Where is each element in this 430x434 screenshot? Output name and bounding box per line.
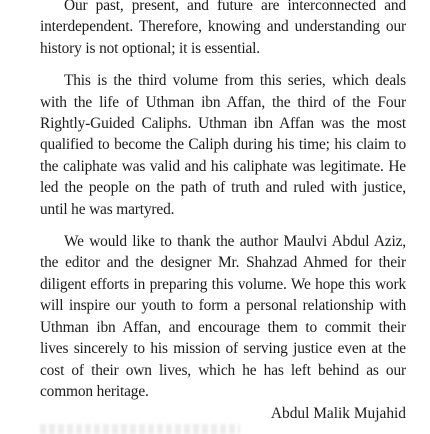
document-body bbox=[40, 0, 406, 402]
signature: Abdul Malik Mujahid bbox=[270, 405, 406, 422]
bleed-through-shadow bbox=[40, 424, 240, 434]
paragraph-third-volume: This is the third volume from this series, which deals with the life of Uthman ibn Affan, the third of the Four Rightly-Guided Caliphs. Uthman ibn Affan was the most qualified to become the Caliph during his time; his claim to the caliphate was valid and his caliphate was legitimate. He led the people on the path of truth and ruled with justice, until he was martyred. bbox=[40, 72, 406, 218]
paragraph-history: Our past, present, and future are interconnected and interdependent. Therefore, knowing and understanding our history is not optional; it is essential. bbox=[40, 0, 406, 57]
paragraph-acknowledgements: We would like to thank the author Maulvi Abdul Aziz, the editor and the designer Mr. Shahzad Ahmed for their diligent efforts in preparing this volume. We hope this work will inspire our youth to form a personal relationship with Uthman ibn Affan, and encourage them to commit their lives sincerely to his mission of serving justice even at the cost of their own lives, which he has left behind as our common heritage. bbox=[40, 233, 406, 400]
